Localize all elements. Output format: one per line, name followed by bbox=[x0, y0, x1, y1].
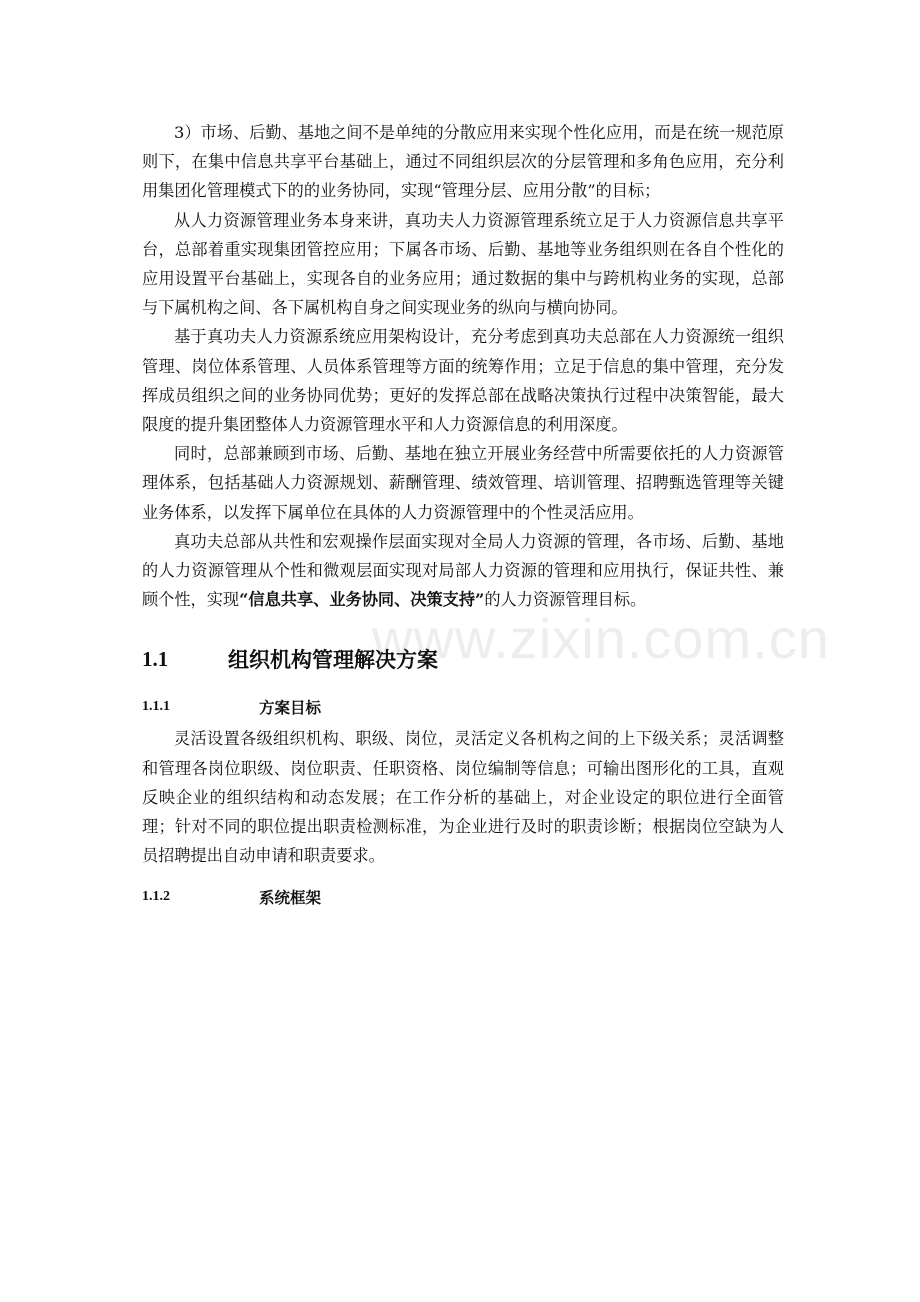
paragraph-5-ending: 的人力资源管理目标。 bbox=[484, 590, 647, 610]
watermark: www.zixin.com.cn bbox=[372, 607, 830, 670]
paragraph-5 bbox=[142, 527, 784, 615]
subsection-heading-framework bbox=[142, 880, 784, 914]
paragraph-5-text: 真功夫总部从共性和宏观操作层面实现对全局人力资源的管理，各市场、后勤、基地的人力资源管理从个性和微观层面实现对局部人力资源的管理和应用执行，保证共性、兼顾个性，实现 bbox=[142, 531, 784, 610]
paragraph-4: 同时，总部兼顾到市场、后勤、基地在独立开展业务经营中所需要依托的人力资源管理体系，包括基础人力资源规划、薪酬管理、绩效管理、培训管理、招聘甄选管理等关键业务体系，以发挥下属单位在具体的人力资源管理中的个性灵活应用。 bbox=[142, 444, 784, 522]
section-heading bbox=[142, 638, 784, 680]
document-body bbox=[142, 118, 784, 914]
paragraph-3: 基于真功夫人力资源系统应用架构设计，充分考虑到真功夫总部在人力资源统一组织管理、岗位体系管理、人员体系管理等方面的统筹作用；立足于信息的集中管理，充分发挥成员组织之间的业务协同优势；更好的发挥总部在战略决策执行过程中决策智能，最大限度的提升集团整体人力资源管理水平和人力资源信息的利用深度。 bbox=[142, 327, 784, 435]
subsection-number-goal: 1.1.1 bbox=[142, 699, 170, 715]
subsection-heading-goal bbox=[142, 690, 784, 724]
section-title: 组织机构管理解决方案 bbox=[228, 647, 438, 673]
paragraph-5-emphasis: “信息共享、业务协同、决策支持” bbox=[239, 590, 485, 610]
subsection-title-goal: 方案目标 bbox=[259, 698, 322, 718]
subsection-title-framework: 系统框架 bbox=[259, 888, 322, 908]
subsection-number-framework: 1.1.2 bbox=[142, 889, 170, 905]
paragraph-1: 3）市场、后勤、基地之间不是单纯的分散应用来实现个性化应用，而是在统一规范原则下，在集中信息共享平台基础上，通过不同组织层次的分层管理和多角色应用，充分利用集团化管理模式下的的业务协同，实现“管理分层、应用分散”的目标； bbox=[142, 123, 784, 201]
subsection-goal-text: 灵活设置各级组织机构、职级、岗位，灵活定义各机构之间的上下级关系；灵活调整和管理各岗位职级、岗位职责、任职资格、岗位编制等信息；可输出图形化的工具，直观反映企业的组织结构和动态发展；在工作分析的基础上，对企业设定的职位进行全面管理；针对不同的职位提出职责检测标准，为企业进行及时的职责诊断；根据岗位空缺为人员招聘提出自动申请和职责要求。 bbox=[142, 729, 784, 866]
section-number: 1.1 bbox=[142, 646, 169, 671]
paragraph-2: 从人力资源管理业务本身来讲，真功夫人力资源管理系统立足于人力资源信息共享平台，总部着重实现集团管控应用；下属各市场、后勤、基地等业务组织则在各自个性化的应用设置平台基础上，实现各自的业务应用；通过数据的集中与跨机构业务的实现，总部与下属机构之间、各下属机构自身之间实现业务的纵向与横向协同。 bbox=[142, 210, 784, 318]
